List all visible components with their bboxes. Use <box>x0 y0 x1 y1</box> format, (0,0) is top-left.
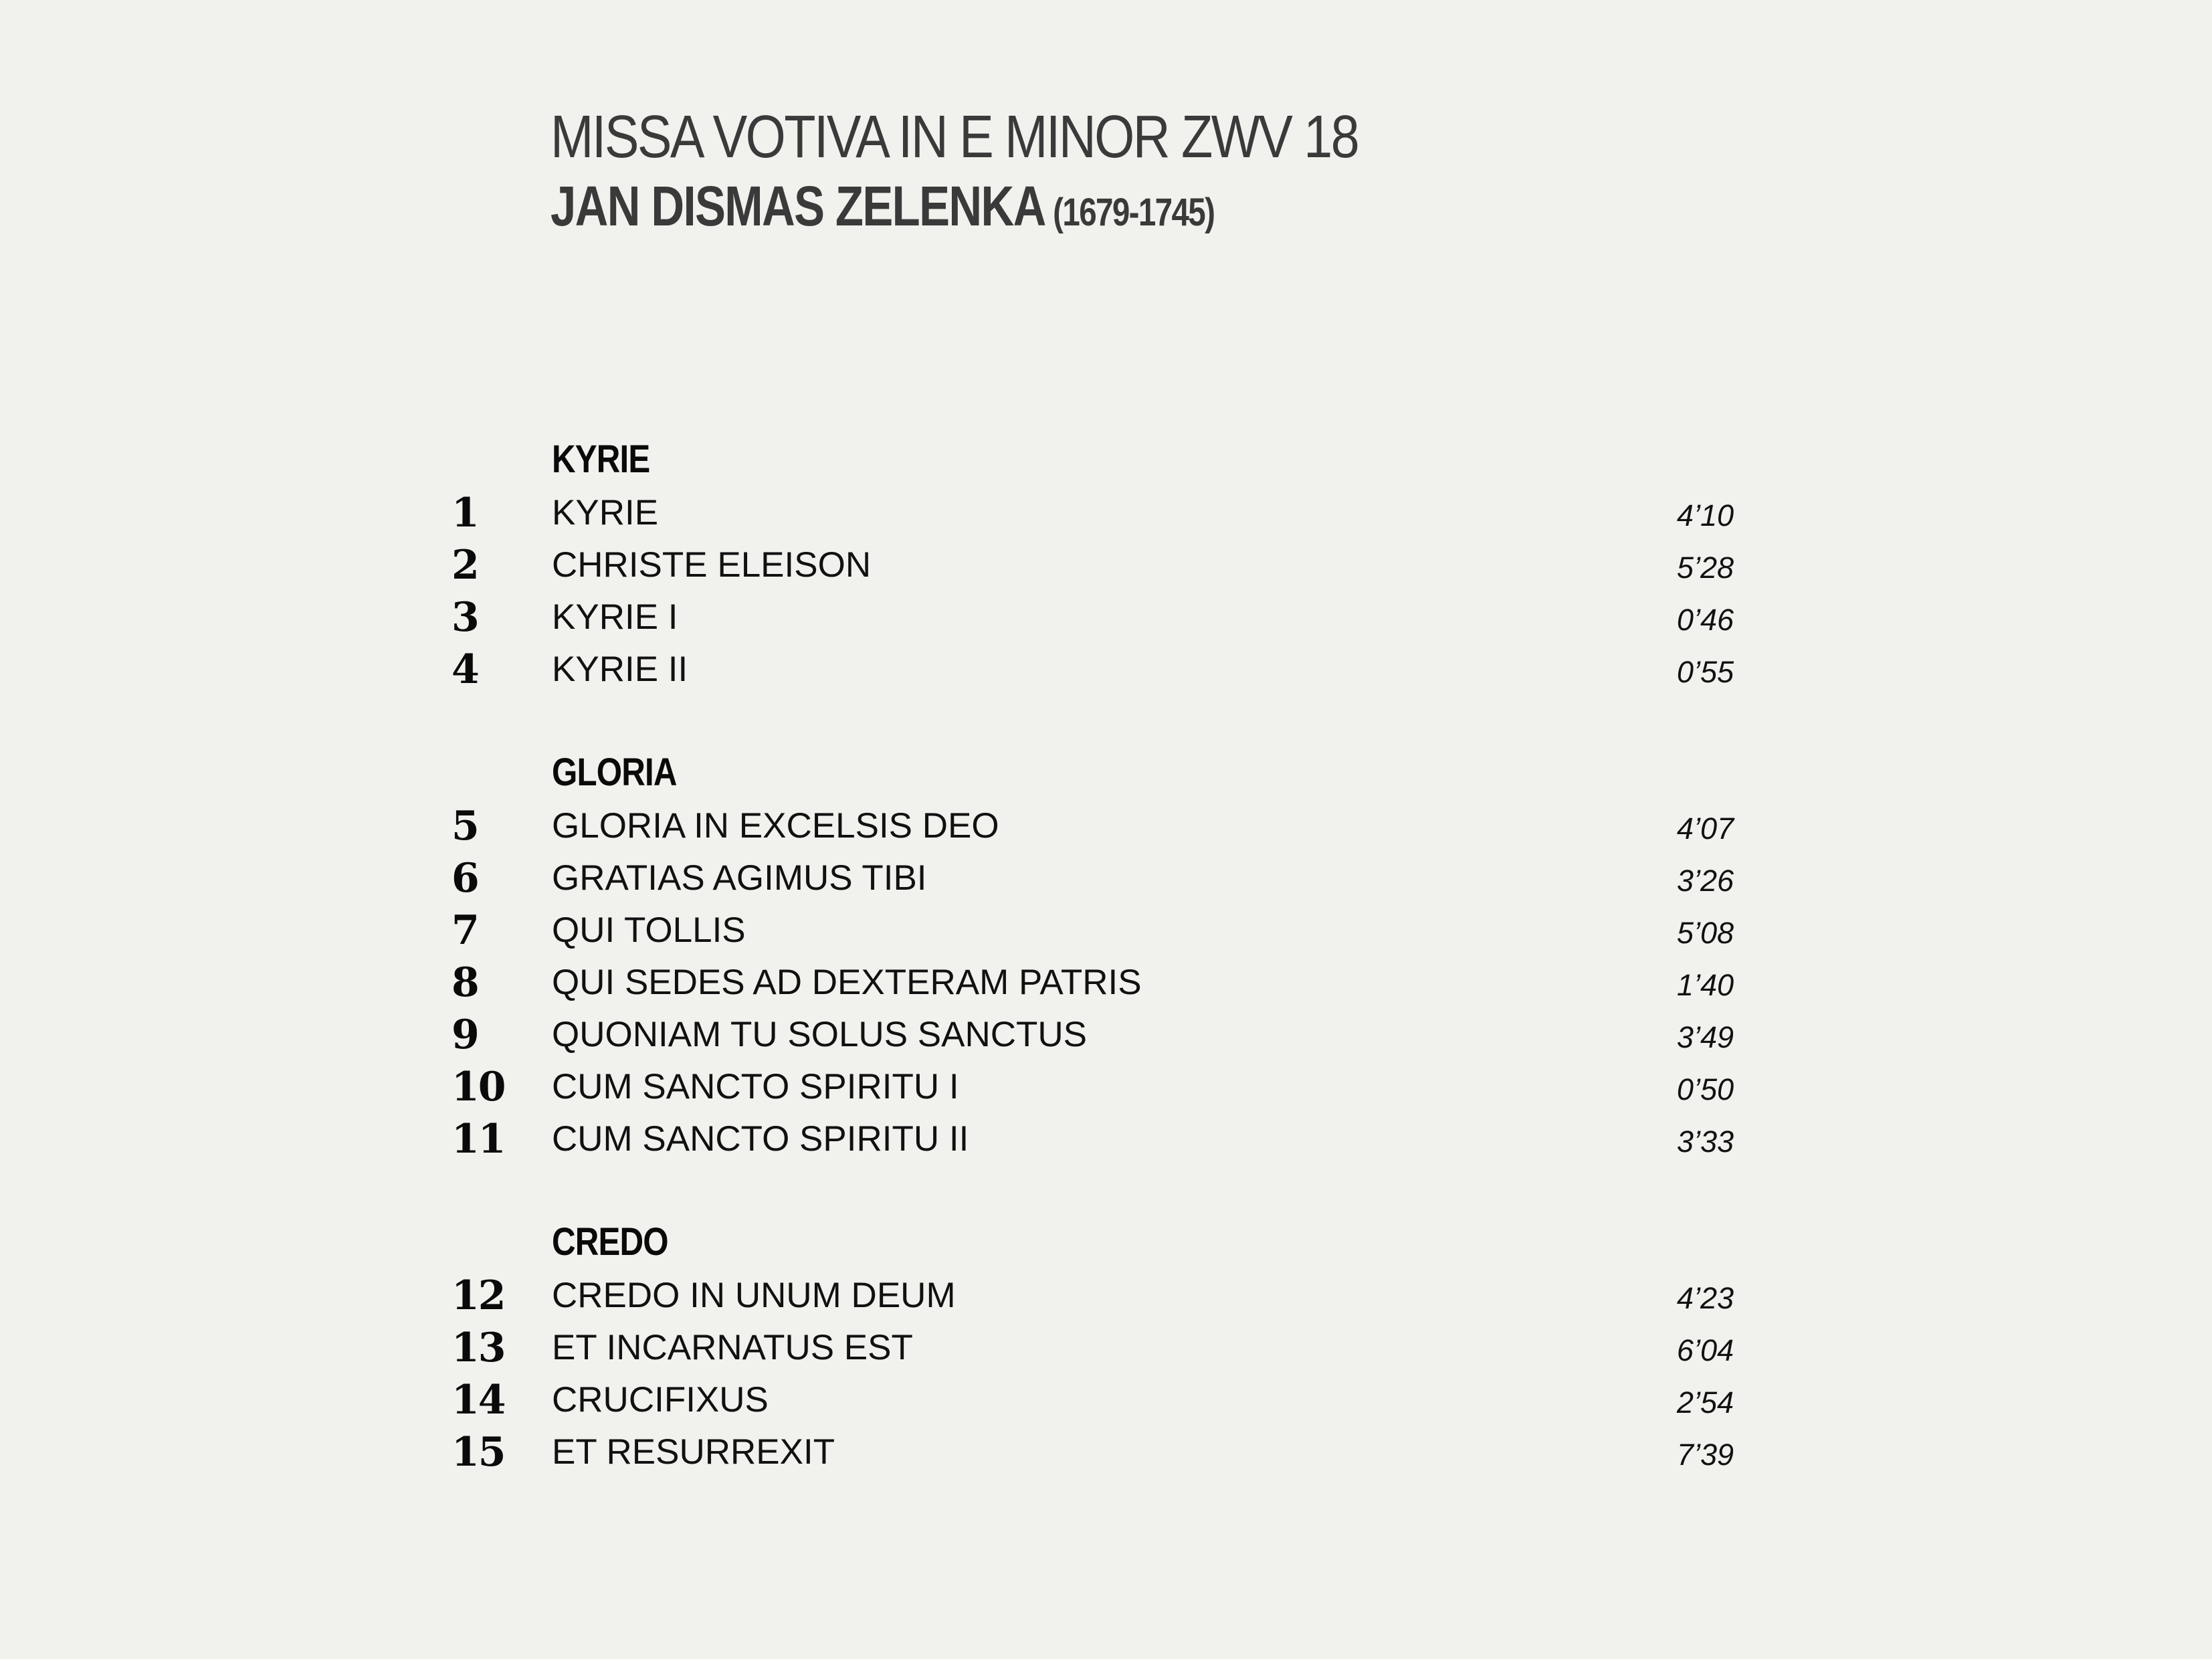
track-duration: 5’28 <box>1676 551 1734 585</box>
track-row <box>0 1374 2212 1426</box>
track-title: QUONIAM TU SOLUS SANCTUS <box>552 1015 1088 1054</box>
track-duration: 0’46 <box>1676 603 1734 637</box>
track-number: 1 <box>451 490 478 536</box>
track-number: 15 <box>451 1429 505 1476</box>
track-number: 7 <box>451 907 478 954</box>
track-title: KYRIE I <box>552 597 678 637</box>
track-row <box>0 1009 2212 1061</box>
track-title: CRUCIFIXUS <box>552 1380 769 1420</box>
section-heading: GLORIA <box>552 751 677 794</box>
composer-dates: (1679-1745) <box>1053 191 1215 234</box>
track-title: GLORIA IN EXCELSIS DEO <box>552 806 999 846</box>
track-row <box>0 957 2212 1009</box>
track-number: 8 <box>451 959 478 1006</box>
track-number: 13 <box>451 1325 505 1371</box>
track-number: 2 <box>451 542 478 589</box>
track-duration: 3’49 <box>1676 1020 1734 1054</box>
track-number: 4 <box>451 646 478 693</box>
track-duration: 3’26 <box>1676 864 1734 898</box>
track-number: 10 <box>451 1064 505 1110</box>
track-duration: 2’54 <box>1676 1385 1734 1420</box>
track-row <box>0 539 2212 591</box>
track-title: KYRIE <box>552 493 659 532</box>
track-row <box>0 1426 2212 1478</box>
section-heading: KYRIE <box>552 437 650 481</box>
track-number: 12 <box>451 1272 505 1319</box>
composer-name: JAN DISMAS ZELENKA <box>550 175 1045 237</box>
track-title: KYRIE II <box>552 650 688 689</box>
track-title: QUI TOLLIS <box>552 910 746 950</box>
track-row <box>0 1270 2212 1322</box>
track-title: ET INCARNATUS EST <box>552 1328 913 1367</box>
track-number: 6 <box>451 855 478 902</box>
track-duration: 4’07 <box>1676 811 1734 846</box>
work-title: MISSA VOTIVA IN E MINOR ZWV 18 <box>550 104 1359 171</box>
track-title: GRATIAS AGIMUS TIBI <box>552 858 927 898</box>
track-number: 9 <box>451 1011 478 1058</box>
track-title: CHRISTE ELEISON <box>552 545 872 585</box>
track-row <box>0 800 2212 852</box>
track-duration: 5’08 <box>1676 916 1734 950</box>
track-row <box>0 644 2212 696</box>
track-row <box>0 487 2212 539</box>
track-row <box>0 852 2212 904</box>
track-row <box>0 904 2212 957</box>
track-title: ET RESURREXIT <box>552 1432 835 1472</box>
track-title: CREDO IN UNUM DEUM <box>552 1276 956 1315</box>
track-row <box>0 1322 2212 1374</box>
track-row <box>0 591 2212 644</box>
track-duration: 7’39 <box>1676 1438 1734 1472</box>
track-duration: 4’23 <box>1676 1281 1734 1315</box>
track-duration: 1’40 <box>1676 968 1734 1002</box>
section-heading: CREDO <box>552 1220 668 1264</box>
track-number: 14 <box>451 1377 505 1424</box>
track-title: CUM SANCTO SPIRITU II <box>552 1119 969 1159</box>
track-duration: 3’33 <box>1676 1125 1734 1159</box>
track-title: CUM SANCTO SPIRITU I <box>552 1067 959 1106</box>
track-title: QUI SEDES AD DEXTERAM PATRIS <box>552 963 1142 1002</box>
track-row <box>0 1061 2212 1113</box>
track-duration: 4’10 <box>1676 498 1734 532</box>
track-number: 5 <box>451 803 478 850</box>
track-row <box>0 1113 2212 1165</box>
track-number: 11 <box>451 1116 505 1163</box>
track-duration: 0’55 <box>1676 655 1734 689</box>
track-number: 3 <box>451 594 478 641</box>
track-duration: 0’50 <box>1676 1072 1734 1106</box>
track-duration: 6’04 <box>1676 1333 1734 1367</box>
